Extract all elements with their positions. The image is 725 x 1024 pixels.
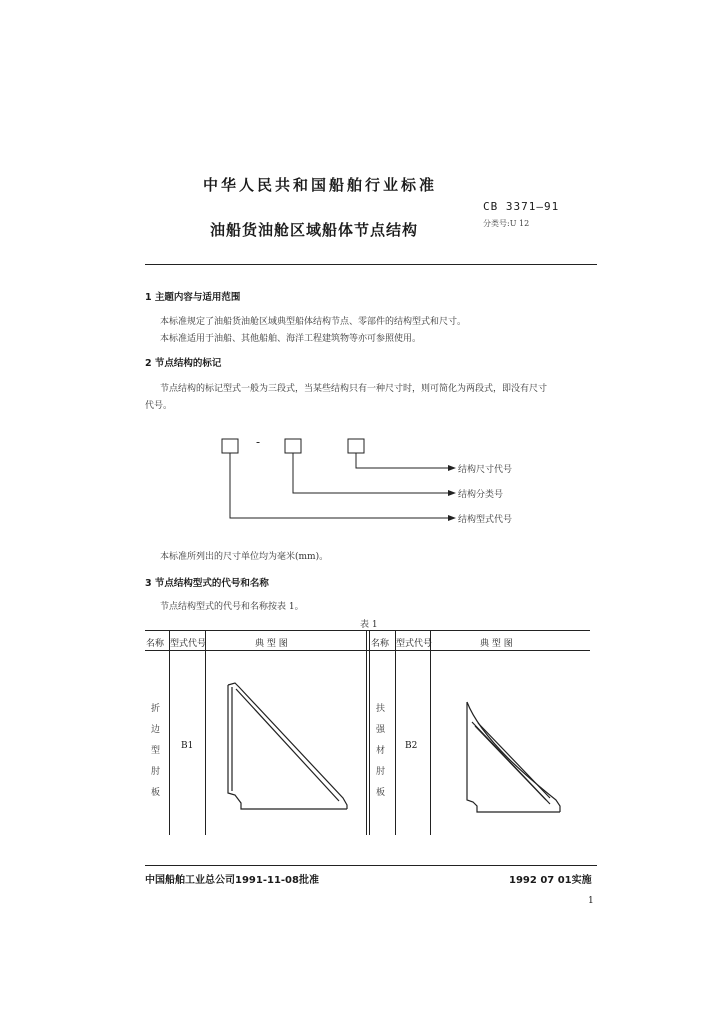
- size-leader-line: [356, 453, 448, 468]
- section-2-heading: 2 节点结构的标记: [145, 358, 222, 369]
- section-2-para-1: 节点结构的标记型式一般为三段式，当某些结构只有一种尺寸时，则可简化为两段式，即没有尺寸: [160, 384, 548, 394]
- size-code-box: [348, 439, 364, 453]
- bracket-b2-figure: [450, 680, 570, 820]
- section-1-heading: 1 主题内容与适用范围: [145, 292, 241, 303]
- header-code-2: 型式代号: [396, 639, 433, 649]
- marking-dash: -: [256, 435, 261, 449]
- org-title: 中华人民共和国船舶行业标准: [203, 176, 438, 194]
- header-divider: [145, 264, 597, 265]
- row1-name-char: 折: [151, 704, 161, 714]
- header-name-1: 名称: [146, 639, 165, 649]
- row1-name-char: 肘: [151, 767, 161, 777]
- row2-name-char: 材: [376, 746, 386, 756]
- header-code-1: 型式代号: [170, 639, 207, 649]
- row1-name-char: 型: [151, 746, 161, 756]
- footer-divider: [145, 865, 597, 866]
- class-code-box: [285, 439, 301, 453]
- class-leader-line: [293, 453, 448, 493]
- type-code-box: [222, 439, 238, 453]
- row1-name-char: 板: [151, 788, 161, 798]
- row2-name-char: 板: [376, 788, 386, 798]
- classification-number: 分类号:U 12: [483, 219, 530, 228]
- header-name-2: 名称: [371, 639, 390, 649]
- unit-note: 本标准所列出的尺寸单位均为毫米(mm)。: [160, 552, 329, 562]
- section-3-para-1: 节点结构型式的代号和名称按表 1。: [160, 602, 304, 612]
- label-type-code: 结构型式代号: [458, 515, 513, 525]
- section-1-para-2: 本标准适用于油船、其他船舶、海洋工程建筑物等亦可参照使用。: [160, 334, 422, 344]
- label-class-code: 结构分类号: [458, 490, 504, 500]
- section-3-heading: 3 节点结构型式的代号和名称: [145, 578, 269, 589]
- type-leader-line: [230, 453, 448, 518]
- row2-name-char: 肘: [376, 767, 386, 777]
- row2-name-char: 强: [376, 725, 386, 735]
- row1-name-char: 边: [151, 725, 161, 735]
- class-arrow: [448, 490, 456, 496]
- effective-line: 1992 07 01实施: [509, 875, 592, 886]
- section-1-para-1: 本标准规定了油船货油舱区域典型船体结构节点、零部件的结构型式和尺寸。: [160, 317, 467, 327]
- standard-number: CB 3371—91: [483, 200, 560, 213]
- section-2-para-1-cont: 代号。: [145, 401, 173, 411]
- table-caption: 表 1: [360, 620, 378, 630]
- type-arrow: [448, 515, 456, 521]
- document-title: 油船货油舱区域船体节点结构: [210, 221, 419, 239]
- approval-line: 中国船舶工业总公司1991-11-08批准: [145, 875, 319, 886]
- label-size-code: 结构尺寸代号: [458, 465, 513, 475]
- header-figure-1: 典 型 图: [255, 639, 288, 649]
- header-figure-2: 典 型 图: [480, 639, 513, 649]
- size-arrow: [448, 465, 456, 471]
- row2-type-code: B2: [405, 741, 418, 751]
- bracket-b1-figure: [215, 675, 360, 815]
- page-number: 1: [588, 896, 594, 906]
- row1-type-code: B1: [181, 741, 194, 751]
- row2-name-char: 扶: [376, 704, 386, 714]
